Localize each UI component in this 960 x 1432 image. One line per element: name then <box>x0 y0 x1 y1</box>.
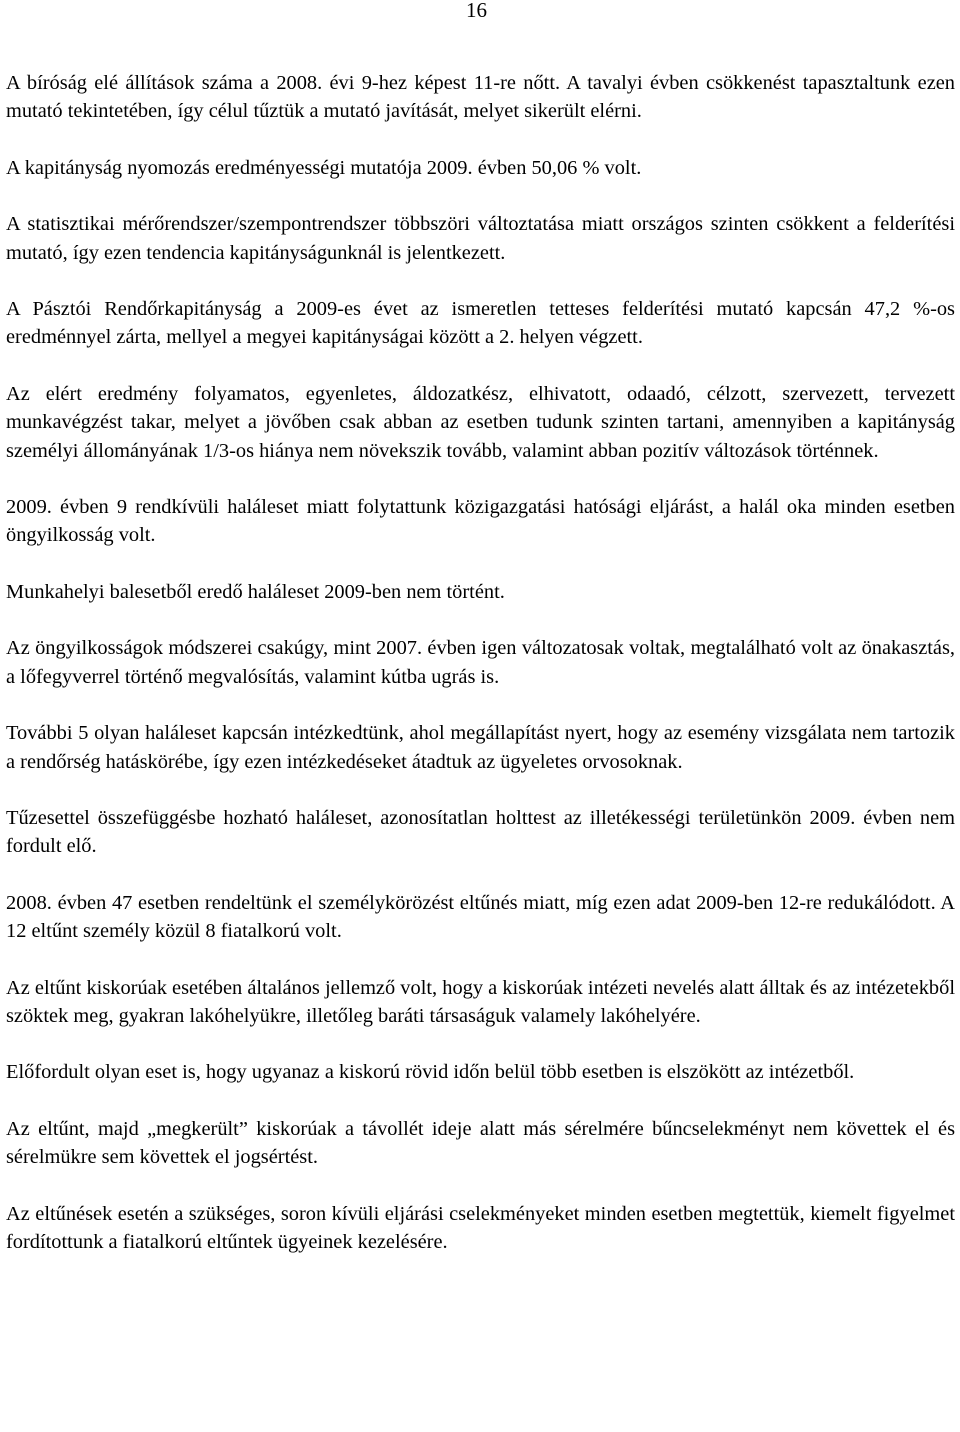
paragraph-suicide-methods: Az öngyilkosságok módszerei csakúgy, mint 2007. évben igen változatosak voltak, megtalálható volt az önakasztás, a lőfegyverrel történő megvalósítás, valamint kútba ugrás is. <box>6 637 955 688</box>
document-body <box>6 69 955 1256</box>
paragraph-court-referrals: A bíróság elé állítások száma a 2008. évi 9-hez képest 11-re nőtt. A tavalyi évben csökkenést tapasztaltunk ezen mutató tekintetében, így célul tűztük a mutató javítását, melyet sikerült elérni. <box>6 72 955 123</box>
paragraph-repeat-runaways: Előfordult olyan eset is, hogy ugyanaz a kiskorú rövid időn belül több esetben is elszökött az intézetből. <box>6 1061 855 1084</box>
paragraph-fire-deaths: Tűzesettel összefüggésbe hozható haláleset, azonosítatlan holttest az illetékességi területünkön 2009. évben nem fordult elő. <box>6 806 955 858</box>
paragraph-workplace-accidents: Munkahelyi balesetből eredő haláleset 2009-ben nem történt. <box>6 580 505 603</box>
paragraph-found-minors: Az eltűnt, majd „megkerült” kiskorúak a távollét ideje alatt más sérelmére bűncselekményt nem követtek el és sérelmükre sem követtek el jogsértést. <box>6 1117 955 1169</box>
paragraph-extraordinary-deaths: 2009. évben 9 rendkívüli haláleset miatt folytattunk közigazgatási hatósági eljárást, a halál oka minden esetben öngyilkosság volt. <box>6 496 955 547</box>
paragraph-statistics-system: A statisztikai mérőrendszer/szempontrendszer többszöri változtatása miatt országos szinten csökkent a felderítési mutató, így ezen tendencia kapitányságunknál is jelentkezett. <box>6 213 955 264</box>
paragraph-missing-persons: 2008. évben 47 esetben rendeltünk el személykörözést eltűnés miatt, míg ezen adat 2009-ben 12-re redukálódott. A 12 eltűnt személy közül 8 fiatalkorú volt. <box>6 891 955 943</box>
paragraph-work-result: Az elért eredmény folyamatos, egyenletes, áldozatkész, elhivatott, odaadó, célzott, szervezett, tervezett munkavégzést takar, melyet a jövőben csak abban az esetben tudunk szinten tartani, amennyiben a kapitányság személyi állományának 1/3-os hiánya nem növekszik tovább, valamint abban pozitív változások történnek. <box>6 382 955 462</box>
paragraph-further-deaths: További 5 olyan haláleset kapcsán intézkedtünk, ahol megállapítást nyert, hogy az esemény vizsgálata nem tartozik a rendőrség hatáskörébe, így ezen intézkedéseket átadtuk az ügyeletes orvosoknak. <box>6 722 955 773</box>
paragraph-investigation-rate: A kapitányság nyomozás eredményességi mutatója 2009. évben 50,06 % volt. <box>6 156 642 179</box>
paragraph-unknown-perpetrator-rate: A Pásztói Rendőrkapitányság a 2009-es évet az ismeretlen tetteses felderítési mutató kapcsán 47,2 %-os eredménnyel zárta, mellyel a megyei kapitányságai között a 2. helyen végzett. <box>6 298 955 349</box>
page-number: 16 <box>466 0 487 22</box>
paragraph-procedures: Az eltűnések esetén a szükséges, soron kívüli eljárási cselekményeket minden esetben megtettük, kiemelt figyelmet fordítottunk a fiatalkorú eltűntek ügyeinek kezelésére. <box>6 1202 955 1253</box>
paragraph-missing-minors: Az eltűnt kiskorúak esetében általános jellemző volt, hogy a kiskorúak intézeti nevelés alatt álltak és az intézetekből szöktek meg, gyakran lakóhelyükre, illetőleg baráti társaságuk valamely lakóhelyére. <box>6 976 955 1027</box>
